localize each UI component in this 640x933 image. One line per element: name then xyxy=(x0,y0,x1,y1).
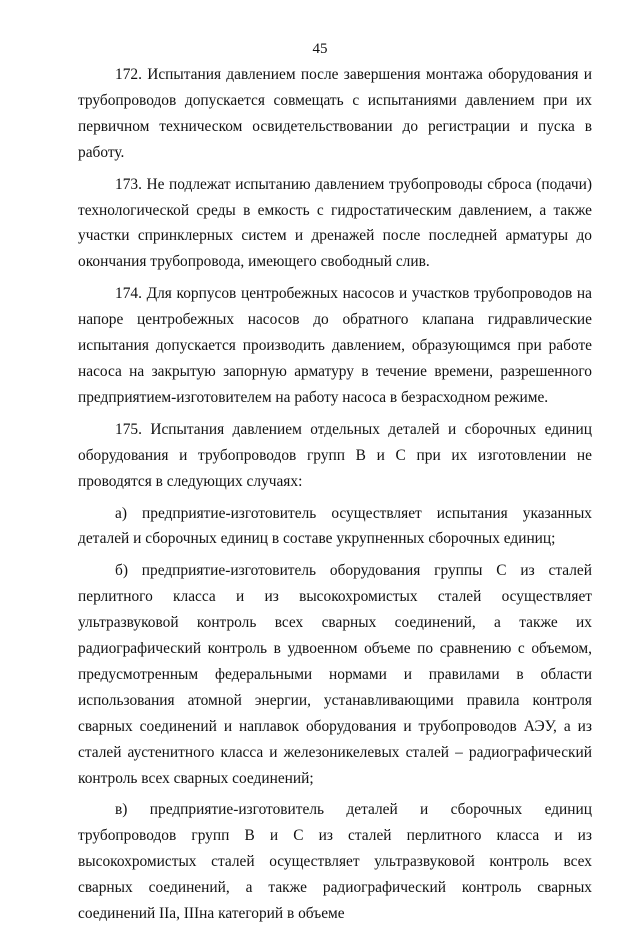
page-number: 45 xyxy=(312,41,328,57)
paragraph-174: 174. Для корпусов центробежных насосов и участков трубопроводов на напоре центробежных насосов до обратного клапана гидравлические испытания допускается производить давлением, образующимся при работе насоса на закрытую запорную арматуру в течение времени, разрешенного предприятием-изготовителем на работу насоса в безрасходном режиме. xyxy=(78,285,592,406)
paragraph-173: 173. Не подлежат испытанию давлением трубопроводы сброса (подачи) технологической среды в емкость с гидростатическим давлением, а также участки спринклерных систем и дренажей после последней арматуры до окончания трубопровода, имеющего свободный слив. xyxy=(78,175,592,271)
paragraph-175-b: б) предприятие-изготовитель оборудования группы С из сталей перлитного класса и из высокохромистых сталей осуществляет ультразвуковой контроль всех сварных соединений, а также их радиографический контроль в удвоенном объеме по сравнению с объемом, предусмотренным федеральными нормами и правилами в области использования атомной энергии, устанавливающими правила контроля сварных соединений и наплавок оборудования и трубопроводов АЭУ, а из сталей аустенитного класса и железоникелевых сталей – радиографический контроль всех сварных соединений; xyxy=(78,562,592,787)
paragraph-175: 175. Испытания давлением отдельных деталей и сборочных единиц оборудования и трубопроводов групп В и С при их изготовлении не проводятся в следующих случаях: xyxy=(78,420,592,490)
paragraph-175-a: а) предприятие-изготовитель осуществляет испытания указанных деталей и сборочных единиц в составе укрупненных сборочных единиц; xyxy=(78,504,592,548)
document-body xyxy=(78,62,592,933)
paragraph-175-v: в) предприятие-изготовитель деталей и сборочных единиц трубопроводов групп В и С из сталей перлитного класса и из высокохромистых сталей осуществляет ультразвуковой контроль всех сварных соединений, а также радиографический контроль сварных соединений IIа, IIIна категорий в объеме xyxy=(78,801,592,923)
paragraph-172: 172. Испытания давлением после завершения монтажа оборудования и трубопроводов допускается совмещать с испытаниями давлением при их первичном техническом освидетельствовании до регистрации и пуска в работу. xyxy=(78,66,592,161)
